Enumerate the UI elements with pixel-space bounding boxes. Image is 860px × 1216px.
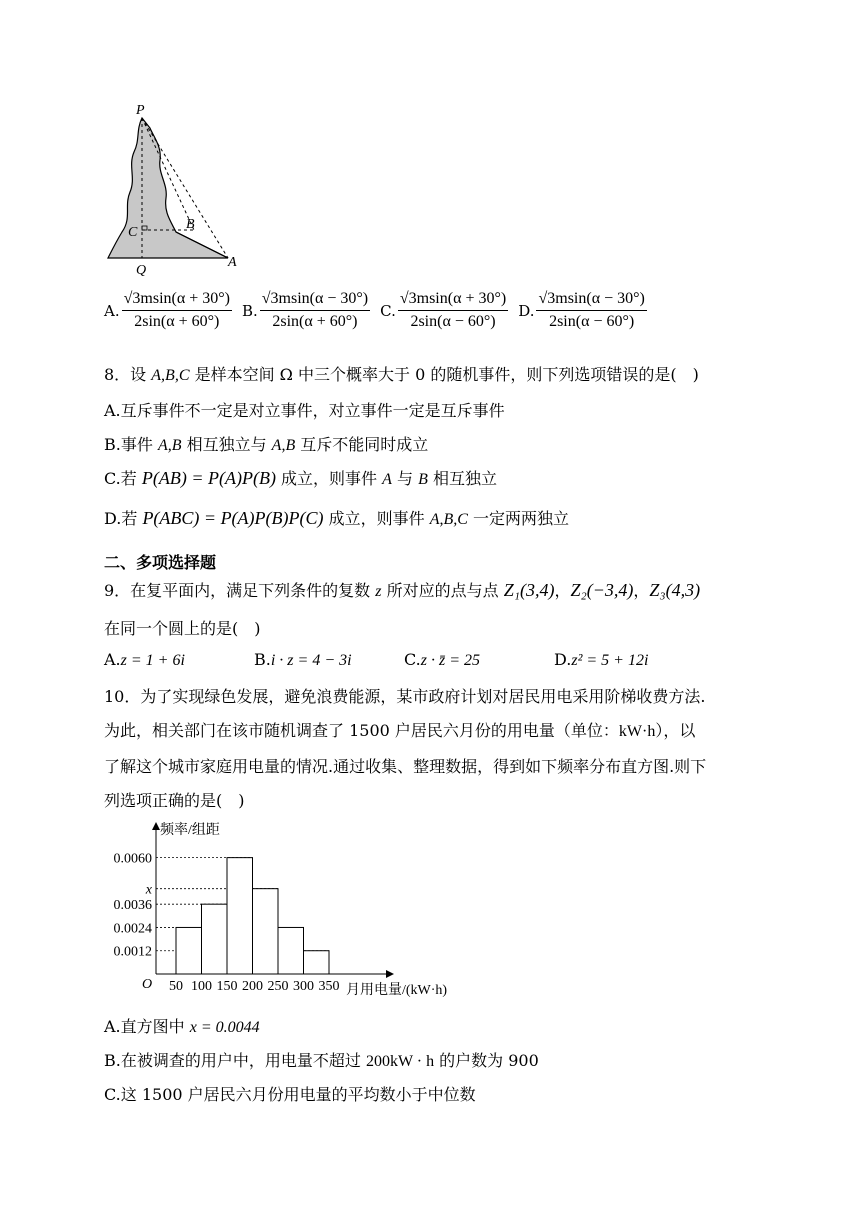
- math: Z₃(4,3): [649, 580, 701, 600]
- x-axis-label: 月用电量/(kW·h): [346, 983, 448, 998]
- text: A.互斥事件不一定是对立事件，对立事件一定是互斥事件: [104, 401, 505, 420]
- x-tick-label: 200: [242, 979, 263, 994]
- x-tick-label: 250: [267, 979, 289, 994]
- text: 的户数为 900: [434, 1051, 539, 1070]
- y-tick-label: 0.0012: [113, 944, 152, 960]
- math: 200kW · h: [365, 1053, 435, 1070]
- section-heading: 二、多项选择题: [104, 553, 217, 572]
- unit: kW·h: [618, 723, 656, 740]
- text: C.这 1500 户居民六月份用电量的平均数小于中位数: [104, 1085, 476, 1104]
- text: 相互独立与: [181, 435, 272, 454]
- text: B.事件: [104, 435, 158, 454]
- text: 9．在复平面内，满足下列条件的复数: [104, 581, 376, 600]
- q9-option-a[interactable]: [104, 650, 185, 670]
- q10-option-b[interactable]: [104, 1048, 539, 1071]
- text: D.若: [104, 509, 143, 528]
- option-label: A.: [104, 301, 120, 320]
- math: A,B,C: [151, 367, 190, 384]
- x-tick-label: 100: [191, 979, 212, 994]
- y-tick-label: x: [145, 882, 152, 898]
- text: 与: [391, 469, 419, 488]
- label-P: P: [136, 103, 145, 118]
- denominator: 2sin(α + 60°): [272, 313, 358, 330]
- x-axis-arrow: [386, 970, 394, 978]
- x-tick-label: 350: [318, 979, 340, 994]
- math: i · z = 4 − 3i: [270, 652, 352, 669]
- math: A,B: [157, 437, 182, 454]
- q10-option-c[interactable]: [104, 1082, 476, 1105]
- x-tick-label: 300: [293, 979, 314, 994]
- x-tick-label: 150: [216, 979, 238, 994]
- histogram-bar: [304, 951, 330, 974]
- q7-option-b[interactable]: [242, 290, 370, 331]
- q7-option-c[interactable]: [380, 290, 508, 331]
- q8-stem: [104, 362, 699, 385]
- bars: [176, 858, 329, 974]
- q9-stem-line1: [104, 578, 700, 601]
- math: x = 0.0044: [189, 1019, 260, 1036]
- q9-option-b[interactable]: [254, 650, 352, 670]
- math: P(AB) = P(A)P(B): [141, 468, 276, 488]
- option-label: D.: [554, 650, 572, 669]
- x-tick-labels: [169, 979, 340, 994]
- text: 所对应的点与点: [381, 581, 504, 600]
- fraction: [536, 290, 646, 331]
- fraction: [398, 290, 508, 331]
- text: 成立，则事件: [275, 469, 383, 488]
- text: 互斥不能同时成立: [295, 435, 429, 454]
- histogram-bar: [278, 927, 304, 974]
- histogram-bar: [202, 904, 228, 974]
- origin-label: O: [142, 977, 153, 992]
- text: C.若: [104, 469, 142, 488]
- y-axis-label: 频率/组距: [160, 823, 220, 838]
- text: ，: [554, 581, 571, 600]
- q8-option-d[interactable]: [104, 506, 569, 529]
- math: A,B: [271, 437, 296, 454]
- text: ，: [633, 581, 650, 600]
- math: Z₂(−3,4): [570, 580, 634, 600]
- label-A: A: [228, 255, 237, 270]
- text: 成立，则事件: [323, 509, 430, 528]
- text: A.直方图中: [104, 1017, 190, 1036]
- denominator: 2sin(α + 60°): [134, 313, 220, 330]
- numerator: √3msin(α − 30°): [260, 290, 370, 311]
- math: z · z̄ = 25: [420, 652, 481, 669]
- numerator: √3msin(α − 30°): [536, 290, 646, 311]
- option-label: B.: [254, 650, 271, 669]
- option-label: C.: [380, 301, 396, 320]
- text: 8．设: [104, 365, 152, 384]
- denominator: 2sin(α − 60°): [410, 313, 496, 330]
- text: 相互独立: [427, 469, 497, 488]
- fraction: [122, 290, 232, 331]
- option-label: A.: [104, 650, 121, 669]
- option-label: D.: [518, 301, 535, 320]
- y-tick-labels: [114, 852, 153, 960]
- option-label: C.: [404, 650, 421, 669]
- math: z: [375, 583, 382, 600]
- fraction: [260, 290, 370, 331]
- math: Z₁(3,4): [503, 580, 555, 600]
- q10-option-a[interactable]: [104, 1014, 260, 1037]
- q7-option-a[interactable]: [104, 290, 232, 331]
- histogram-bar: [227, 858, 253, 974]
- math: A,B,C: [429, 511, 468, 528]
- y-tick-label: 0.0036: [113, 898, 152, 914]
- y-tick-label: 0.0060: [113, 851, 152, 867]
- x-tick-label: 50: [169, 979, 183, 994]
- math: A: [382, 471, 392, 488]
- y-tick-label: 0.0024: [113, 921, 152, 937]
- label-C: C: [128, 225, 138, 240]
- text: 是样本空间 Ω 中三个概率大于 0 的随机事件，则下列选项错误的是( ): [189, 365, 699, 384]
- text: 一定两两独立: [467, 509, 570, 528]
- label-B: B: [186, 217, 195, 232]
- option-label: B.: [241, 301, 258, 320]
- q10-stem-line4: 列选项正确的是( ): [104, 791, 245, 810]
- math: z² = 5 + 12i: [571, 652, 649, 669]
- q9-option-c[interactable]: [404, 650, 480, 670]
- q8-option-b[interactable]: [104, 432, 428, 455]
- q8-option-c[interactable]: [104, 466, 497, 489]
- numerator: √3msin(α + 30°): [122, 290, 232, 311]
- histogram-bar: [253, 889, 279, 974]
- mountain-shape: [108, 118, 228, 258]
- mountain-figure: [100, 100, 250, 280]
- q10-stem-line3: 了解这个城市家庭用电量的情况.通过收集、整理数据，得到如下频率分布直方图.则下: [104, 757, 707, 776]
- q9-stem-line2: 在同一个圆上的是( ): [104, 619, 261, 638]
- frequency-histogram: [100, 818, 480, 1002]
- q10-stem-line2: [104, 718, 695, 741]
- text: ），以: [655, 721, 696, 740]
- text: B.在被调查的用户中，用电量不超过: [104, 1051, 366, 1070]
- q7-option-d[interactable]: [518, 290, 647, 331]
- y-axis-arrow: [152, 822, 160, 830]
- q10-stem-line1: 10．为了实现绿色发展，避免浪费能源，某市政府计划对居民用电采用阶梯收费方法.: [104, 687, 706, 706]
- denominator: 2sin(α − 60°): [549, 313, 635, 330]
- q7-options: [104, 290, 657, 331]
- histogram-bar: [176, 927, 202, 974]
- text: 为此，相关部门在该市随机调查了 1500 户居民六月份的用电量（单位：: [104, 721, 619, 740]
- q9-option-d[interactable]: [554, 650, 648, 670]
- label-Q: Q: [136, 263, 147, 278]
- numerator: √3msin(α + 30°): [398, 290, 508, 311]
- math: P(ABC) = P(A)P(B)P(C): [142, 508, 324, 528]
- math: B: [418, 471, 428, 488]
- q8-option-a[interactable]: [104, 398, 505, 421]
- math: z = 1 + 6i: [120, 652, 185, 669]
